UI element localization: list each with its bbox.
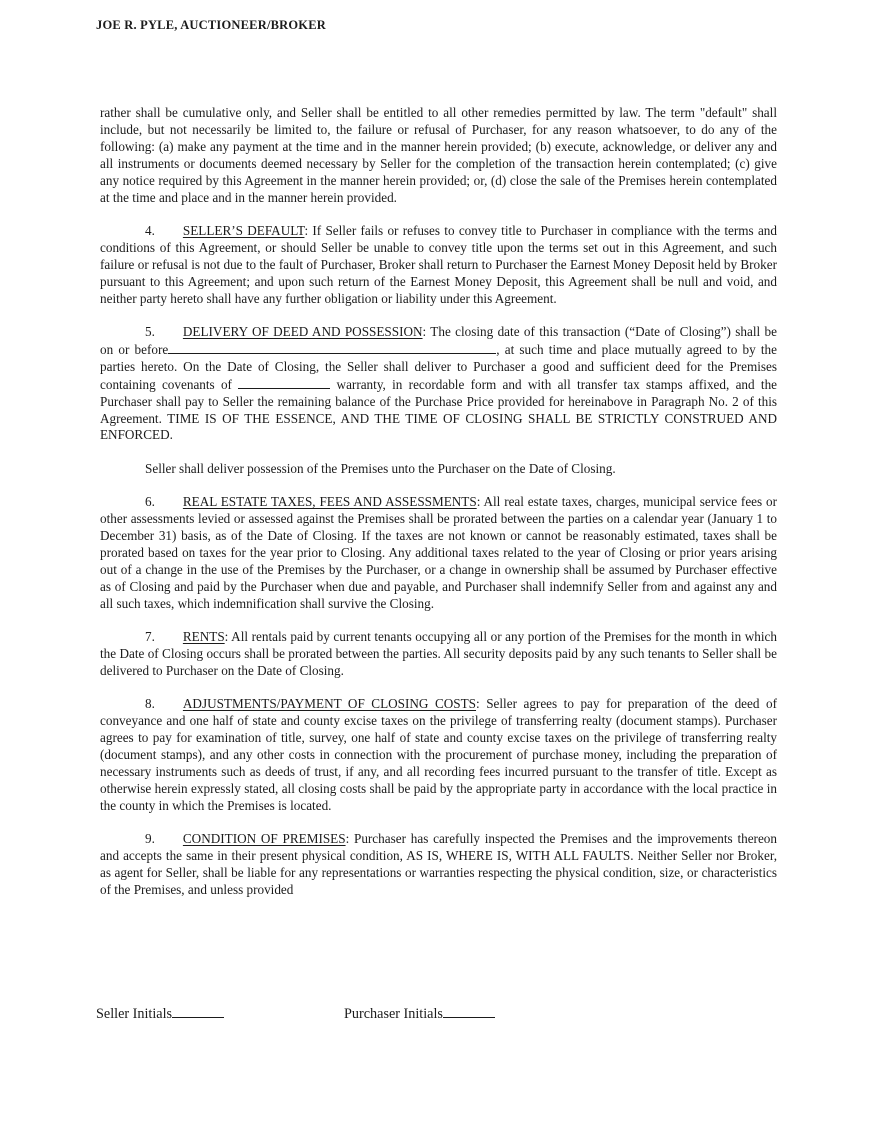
paragraph-heading: ADJUSTMENTS/PAYMENT OF CLOSING COSTS bbox=[182, 696, 477, 712]
paragraph-text: : If Seller fails or refuses to convey title to Purchaser in compliance with the terms and conditions of this Agreement, or should Seller be unable to convey title upon the terms set out in this Agreement, and such failure or refusal is not due to the fault of Purchaser, Broker shall return to Purchaser the Earnest Money Deposit held by Broker pursuant to this Agreement; and upon such return of the Earnest Money Deposit, this Agreement shall be null and void, and neither party hereto shall have any further obligation or liability under this Agreement. bbox=[100, 222, 777, 306]
paragraph-text: warranty, in recordable form and with all transfer tax stamps affixed, and the Purchaser shall pay to Seller the remaining balance of the Purchase Price provided for hereinabove in Paragraph No. 2 of this Agreement. TIME IS OF THE ESSENCE, AND THE TIME OF CLOSING SHALL BE STRICTLY CONSTRUED AND ENFORCED. bbox=[100, 376, 778, 443]
seller-initials-field bbox=[96, 1005, 224, 1023]
paragraph-number: 7. bbox=[145, 629, 155, 645]
closing-date-blank[interactable] bbox=[168, 341, 496, 354]
paragraph-heading: SELLER’S DEFAULT bbox=[182, 222, 305, 238]
paragraph-text: : Seller agrees to pay for preparation of the deed of conveyance and one half of state and county excise taxes on the privilege of transferring realty (document stamps). Purchaser agrees to pay for examination of title, survey, one half of state and county excise taxes on the privilege of transferring realty (document stamps), and any other costs in connection with the procurement of purchase money, including the preparation of necessary instruments such as deeds of trust, if any, and all recording fees incurred pursuant to the transfer of title. Except as otherwise herein expressly stated, all closing costs shall be paid by the appropriate party in accordance with the local practice in the county in which the Premises is located. bbox=[100, 696, 777, 813]
paragraph-number: 6. bbox=[145, 494, 155, 510]
warranty-type-blank[interactable] bbox=[238, 376, 330, 389]
paragraph-default-continuation bbox=[100, 105, 777, 206]
initials-footer bbox=[96, 1005, 777, 1023]
paragraph-6-real-estate-taxes bbox=[100, 494, 777, 612]
paragraph-text: rather shall be cumulative only, and Seller shall be entitled to all other remedies permitted by law. The term "default" shall include, but not necessarily be limited to, the failure or refusal of Purchaser, for any reason whatsoever, to do any of the following: (a) make any payment at the time and in the manner herein provided; (b) execute, acknowledge, or deliver any and all instruments or documents deemed necessary by Seller for the completion of the transaction herein contemplated; (c) give any notice required by this Agreement in the manner herein provided; or, (d) close the sale of the Premises herein contemplated at the time and place and in the manner herein provided. bbox=[100, 105, 777, 205]
paragraph-text: Seller shall deliver possession of the Premises unto the Purchaser on the Date of Closing. bbox=[145, 460, 616, 476]
paragraph-heading: RENTS bbox=[182, 629, 225, 645]
paragraph-heading: REAL ESTATE TAXES, FEES AND ASSESSMENTS bbox=[182, 494, 477, 510]
paragraph-8-adjustments-closing-costs bbox=[100, 696, 777, 814]
paragraph-5-delivery-of-deed bbox=[100, 324, 777, 444]
paragraph-4-sellers-default bbox=[100, 223, 777, 308]
paragraph-possession bbox=[100, 461, 777, 478]
paragraph-text: : All real estate taxes, charges, municipal service fees or other assessments levied or assessed against the Premises shall be prorated between the parties on a calendar year (January 1 to December 31) basis, as of the Date of Closing. If the taxes are not known or cannot be reasonably estimated, taxes shall be prorated based on taxes for the year prior to Closing. Any additional taxes related to the year of Closing or prior years arising out of a change in the use of the Premises by the Purchaser, or a change in ownership shall be assumed by Purchaser effective as of Closing and paid by the Purchaser when due and payable, and Purchaser shall indemnify Seller from and against any and all such taxes, which indemnification shall survive the Closing. bbox=[100, 494, 777, 611]
seller-initials-blank[interactable] bbox=[172, 1005, 224, 1018]
purchaser-initials-field bbox=[344, 1005, 495, 1023]
paragraph-number: 4. bbox=[145, 222, 155, 238]
paragraph-number: 8. bbox=[145, 696, 155, 712]
purchaser-initials-label: Purchaser Initials bbox=[344, 1005, 443, 1022]
paragraph-7-rents bbox=[100, 629, 777, 680]
purchaser-initials-blank[interactable] bbox=[443, 1005, 495, 1018]
seller-initials-label: Seller Initials bbox=[96, 1005, 173, 1022]
paragraph-text: : Purchaser has carefully inspected the Premises and the improvements thereon and accepts the same in their present physical condition, AS IS, WHERE IS, WITH ALL FAULTS. Neither Seller nor Broker, as agent for Seller, shall be liable for any representations or warranties respecting the physical condition, size, or characteristics of the Premises, and unless provided bbox=[100, 831, 777, 897]
paragraph-9-condition-of-premises bbox=[100, 831, 777, 899]
paragraph-text: : The closing date of this transaction (“Date of Closing”) shall be on or before bbox=[100, 323, 777, 357]
paragraph-heading: CONDITION OF PREMISES bbox=[182, 831, 346, 847]
paragraph-heading: DELIVERY OF DEED AND POSSESSION bbox=[182, 323, 423, 339]
paragraph-number: 5. bbox=[145, 323, 155, 339]
paragraph-number: 9. bbox=[145, 831, 155, 847]
document-header-title: JOE R. PYLE, AUCTIONEER/BROKER bbox=[96, 18, 326, 32]
paragraph-text: : All rentals paid by current tenants occupying all or any portion of the Premises for the month in which the Date of Closing occurs shall be prorated between the parties. All security deposits paid by any such tenants to Seller shall be delivered to Purchaser on the Date of Closing. bbox=[100, 629, 777, 678]
document-body bbox=[100, 105, 777, 899]
paragraph-text: , at such time and place mutually agreed to by the parties hereto. On the Date of Closing, the Seller shall deliver to Purchaser a good and sufficient deed for the Premises containing covenants of bbox=[100, 341, 777, 392]
